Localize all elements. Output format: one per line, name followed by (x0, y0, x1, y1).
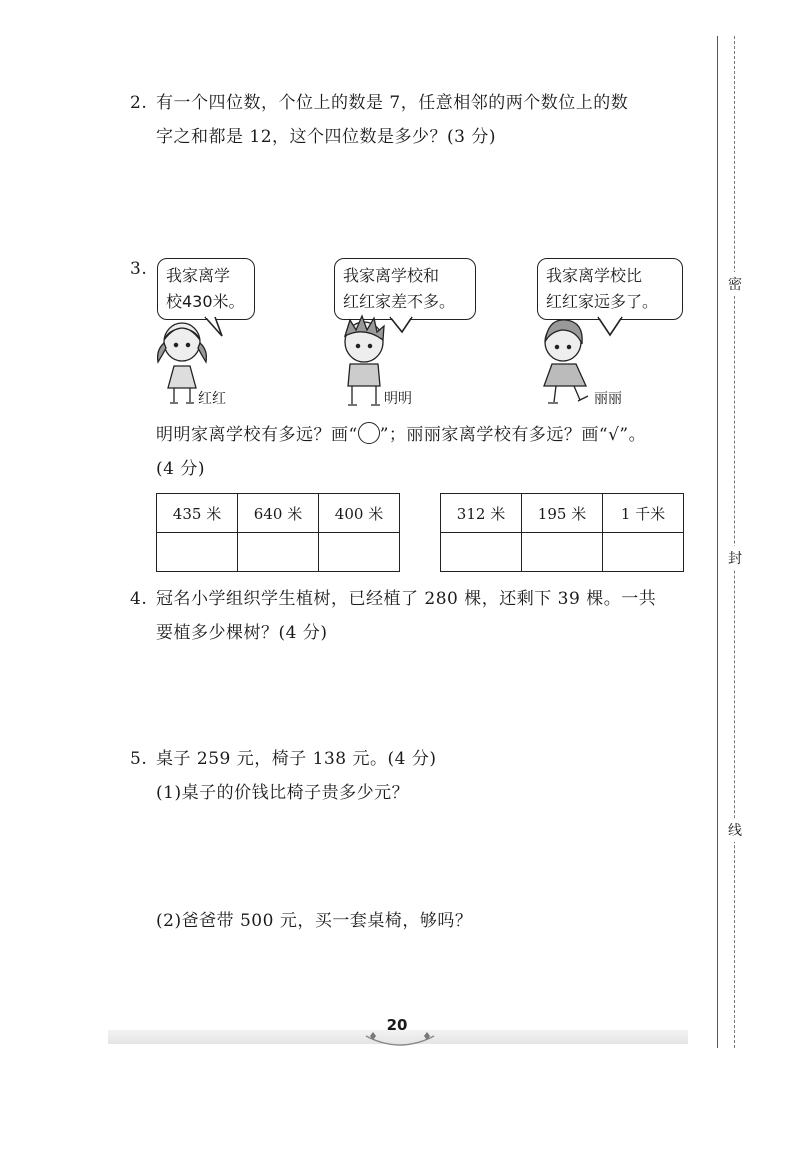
options-table-right (440, 493, 684, 572)
speech-text: 我家离学校和 (343, 266, 440, 285)
speech-text: 校430米。 (166, 292, 245, 311)
instruction-text: 明明家离学校有多远？画“ (156, 425, 358, 445)
question-text: 有一个四位数，个位上的数是 7，任意相邻的两个数位上的数 (156, 93, 629, 113)
table-cell: 1 千米 (603, 494, 684, 533)
kid-name-lili: 丽丽 (594, 391, 622, 407)
answer-cell[interactable] (319, 533, 400, 572)
table-cell: 195 米 (522, 494, 603, 533)
speech-text: 红红家差不多。 (343, 292, 456, 311)
table-cell: 312 米 (441, 494, 522, 533)
question-text: 桌子 259 元，椅子 138 元。(4 分) (156, 749, 437, 769)
answer-cell[interactable] (157, 533, 238, 572)
instruction-text: ”；丽丽家离学校有多远？画“√”。 (379, 425, 647, 445)
question-text: 冠名小学组织学生植树，已经植了 280 棵，还剩下 39 棵。一共 (156, 589, 657, 609)
kids-illustration (0, 0, 800, 420)
question-points: (4 分) (156, 459, 205, 479)
question-number: 2. (130, 93, 148, 113)
seal-char-feng: 封 (727, 546, 743, 570)
sub-question-2: (2)爸爸带 500 元，买一套桌椅，够吗？ (156, 911, 473, 931)
answer-cell[interactable] (522, 533, 603, 572)
answer-cell[interactable] (603, 533, 684, 572)
speech-text: 我家离学校比 (546, 266, 643, 285)
question-number: 5. (130, 749, 148, 769)
question-3-instruction (156, 418, 716, 452)
seal-char-mi: 密 (727, 272, 743, 296)
circle-symbol-icon (358, 422, 380, 444)
question-4 (130, 582, 710, 650)
table-cell: 640 米 (238, 494, 319, 533)
question-text: 字之和都是 12，这个四位数是多少？(3 分) (156, 127, 497, 147)
answer-cell[interactable] (238, 533, 319, 572)
seal-char-xian: 线 (727, 818, 743, 842)
options-table-left (156, 493, 400, 572)
speech-text: 红红家远多了。 (546, 292, 659, 311)
answer-cell[interactable] (441, 533, 522, 572)
table-cell: 400 米 (319, 494, 400, 533)
question-text: 要植多少棵树？(4 分) (156, 623, 328, 643)
girl-lili-icon (544, 320, 588, 403)
boy-mingming-icon (345, 316, 384, 405)
question-number: 4. (130, 589, 148, 609)
question-number: 3. (130, 259, 148, 279)
speech-text: 我家离学 (166, 266, 231, 285)
sub-question-1: (1)桌子的价钱比椅子贵多少元？ (156, 783, 410, 803)
kid-name-mingming: 明明 (384, 391, 412, 407)
table-cell: 435 米 (157, 494, 238, 533)
kid-name-honghong: 红红 (198, 391, 226, 407)
page-number: 20 (386, 1016, 408, 1034)
question-5 (130, 742, 710, 810)
